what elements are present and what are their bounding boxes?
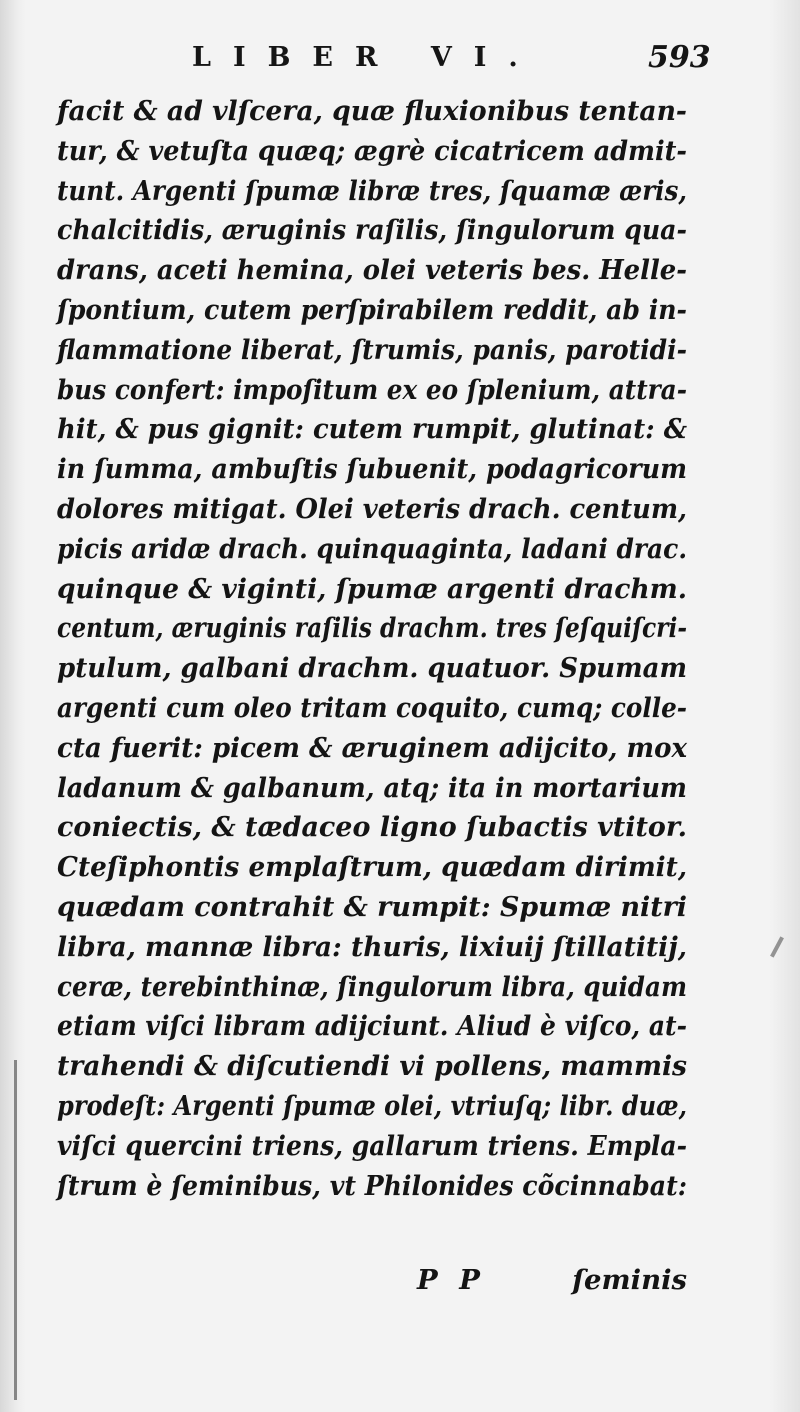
page-edge-shadow: [770, 0, 800, 1412]
catchword: ſeminis: [572, 1264, 687, 1296]
running-head: [150, 38, 750, 88]
text-line: viſci quercini triens, gallarum triens. Empla-: [57, 1129, 687, 1162]
text-line: hit, & pus gignit: cutem rumpit, glutinat: &: [57, 413, 687, 446]
text-line: Cteſiphontis emplaſtrum, quædam dirimit,: [57, 851, 687, 884]
text-line: ſtrum è ſeminibus, vt Philonides cõcinnabat:: [57, 1169, 687, 1202]
signature-line: [57, 1264, 687, 1304]
text-line: tunt. Argenti ſpumæ libræ tres, ſquamæ æris,: [57, 174, 687, 207]
text-line: ladanum & galbanum, atq; ita in mortarium: [57, 771, 687, 804]
text-line: chalcitidis, æruginis raſilis, ſingulorum qua-: [57, 214, 687, 247]
binding-edge-mark: [14, 1060, 17, 1400]
text-line: tur, & vetuſta quæq; ægrè cicatricem admit-: [57, 134, 687, 167]
signature-mark: P P: [417, 1264, 486, 1296]
text-line: picis aridæ drach. quinquaginta, ladani drac.: [57, 532, 687, 565]
text-line: facit & ad vlſcera, quæ fluxionibus tentan-: [57, 95, 687, 127]
text-line: quinque & viginti, ſpumæ argenti drachm.: [57, 572, 687, 605]
text-line: ptulum, galbani drachm. quatuor. Spumam: [57, 652, 687, 685]
text-line: bus confert: impoſitum ex eo ſplenium, attra-: [57, 373, 687, 406]
text-line: flammatione liberat, ſtrumis, panis, parotidi-: [57, 333, 687, 366]
text-line: centum, æruginis raſilis drachm. tres ſeſquiſcri-: [57, 612, 687, 645]
text-line: dolores mitigat. Olei veteris drach. centum,: [57, 492, 687, 525]
text-line: drans, aceti hemina, olei veteris bes. Helle-: [57, 254, 687, 287]
text-line: prodeſt: Argenti ſpumæ olei, vtriuſq; libr. duæ,: [57, 1089, 687, 1122]
running-title: LIBER VI.: [192, 42, 540, 73]
page-number: 593: [648, 40, 711, 75]
page-gutter-shadow: [0, 0, 26, 1412]
text-line: in ſumma, ambuſtis ſubuenit, podagricorum: [57, 453, 687, 486]
text-line: etiam viſci libram adijciunt. Aliud è viſco, at-: [57, 1010, 687, 1043]
text-line: ſpontium, cutem perſpirabilem reddit, ab in-: [57, 293, 687, 326]
text-line: quædam contrahit & rumpit: Spumæ nitri: [57, 890, 687, 923]
text-line: ceræ, terebinthinæ, ſingulorum libra, quidam: [57, 970, 687, 1003]
text-line: argenti cum oleo tritam coquito, cumq; colle-: [57, 691, 687, 724]
body-text: [57, 92, 687, 1206]
text-line: cta fuerit: picem & æruginem adijcito, mox: [57, 731, 687, 764]
text-line: trahendi & diſcutiendi vi pollens, mammis: [57, 1050, 687, 1083]
text-line: coniectis, & tædaceo ligno ſubactis vtitor.: [57, 811, 687, 844]
text-line: libra, mannæ libra: thuris, lixiuij ſtillatitij,: [57, 930, 687, 963]
